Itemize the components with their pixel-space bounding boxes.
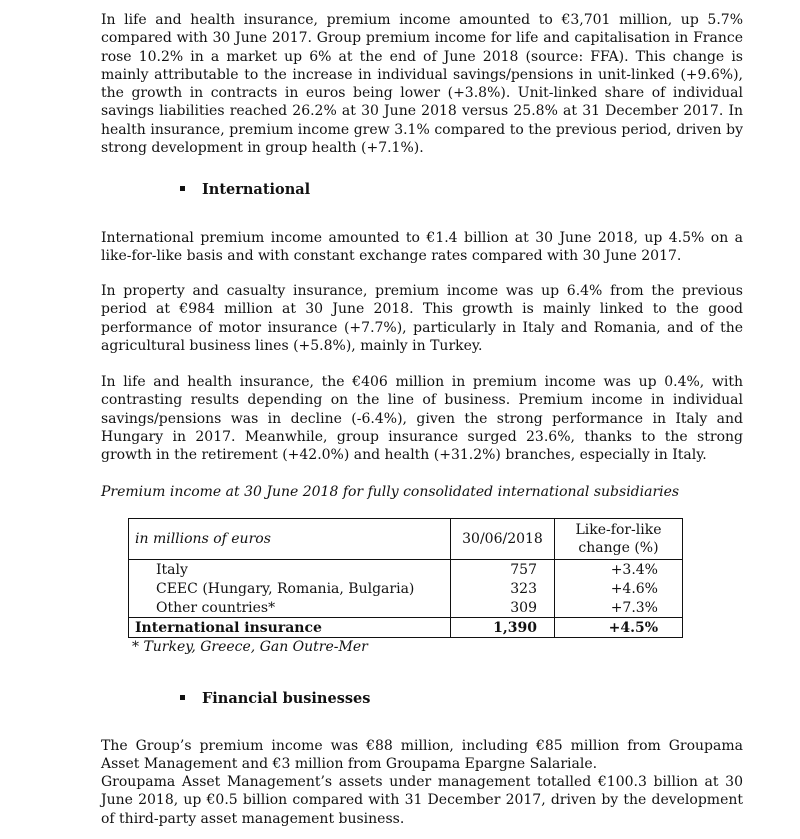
row-label: Other countries* xyxy=(129,598,451,618)
international-life-health-paragraph: In life and health insurance, the €406 million in premium income was up 0.4%, with contrasting results depending on the line of business. Premium income in individual savings/pensions was in decline (-6.4%), given the strong performance in Italy and Hungary in 2017. Meanwhile, group insurance surged 23.6%, thanks to the strong growth in the retirement (+42.0%) and health (+31.2%) branches, especially in Italy. xyxy=(101,374,743,464)
table-header-row xyxy=(129,519,683,560)
section-title: International xyxy=(202,181,311,198)
total-label: International insurance xyxy=(129,618,451,638)
bullet-icon xyxy=(180,186,185,191)
international-premium-paragraph: International premium income amounted to €1.4 billion at 30 June 2018, up 4.5% on a like-for-like basis and with constant exchange rates compared with 30 June 2017. xyxy=(101,230,743,265)
table-row xyxy=(129,579,683,598)
row-value: 757 xyxy=(451,560,555,580)
row-value: 323 xyxy=(451,579,555,598)
row-label: Italy xyxy=(129,560,451,580)
row-change: +3.4% xyxy=(555,560,683,580)
property-casualty-paragraph: In property and casualty insurance, premium income was up 6.4% from the previous period at €984 million at 30 June 2018. This growth is mainly linked to the good performance of motor insurance (+7.7%), particularly in Italy and Romania, and of the agricultural business lines (+5.8%), mainly in Turkey. xyxy=(101,283,743,354)
section-heading-financial xyxy=(180,690,370,707)
row-change: +4.6% xyxy=(555,579,683,598)
bullet-icon xyxy=(180,695,185,700)
section-heading-international xyxy=(180,181,310,198)
header-change xyxy=(555,519,683,560)
asset-management-paragraph: Groupama Asset Management’s assets under management totalled €100.3 billion at 30 June 2018, up €0.5 billion compared with 31 December 2017, driven by the development of third-party asset management business. xyxy=(101,774,743,827)
row-value: 309 xyxy=(451,598,555,618)
table-caption: Premium income at 30 June 2018 for fully consolidated international subsidiaries xyxy=(101,484,680,500)
total-value: 1,390 xyxy=(451,618,555,638)
table-row xyxy=(129,560,683,580)
table-row xyxy=(129,598,683,618)
header-change-line2: change (%) xyxy=(578,540,659,556)
table-total-row xyxy=(129,618,683,638)
header-change-line1: Like-for-like xyxy=(575,522,662,538)
financial-premium-paragraph: The Group’s premium income was €88 million, including €85 million from Groupama Asset Management and €3 million from Groupama Epargne Salariale. xyxy=(101,738,743,773)
header-label: in millions of euros xyxy=(129,519,451,560)
row-change: +7.3% xyxy=(555,598,683,618)
row-label: CEEC (Hungary, Romania, Bulgaria) xyxy=(129,579,451,598)
life-health-paragraph: In life and health insurance, premium income amounted to €3,701 million, up 5.7% compared with 30 June 2017. Group premium income for life and capitalisation in France rose 10.2% in a market up 6% at the end of June 2018 (source: FFA). This change is mainly attributable to the increase in individual savings/pensions in unit-linked (+9.6%), the growth in contracts in euros being lower (+3.8%). Unit-linked share of individual savings liabilities reached 26.2% at 30 June 2018 versus 25.8% at 31 December 2017. In health insurance, premium income grew 3.1% compared to the previous period, driven by strong development in group health (+7.1%). xyxy=(101,12,743,157)
total-change: +4.5% xyxy=(555,618,683,638)
header-date: 30/06/2018 xyxy=(451,519,555,560)
premium-income-table xyxy=(128,518,683,638)
table-footnote: * Turkey, Greece, Gan Outre-Mer xyxy=(132,639,368,655)
section-title: Financial businesses xyxy=(202,690,371,707)
